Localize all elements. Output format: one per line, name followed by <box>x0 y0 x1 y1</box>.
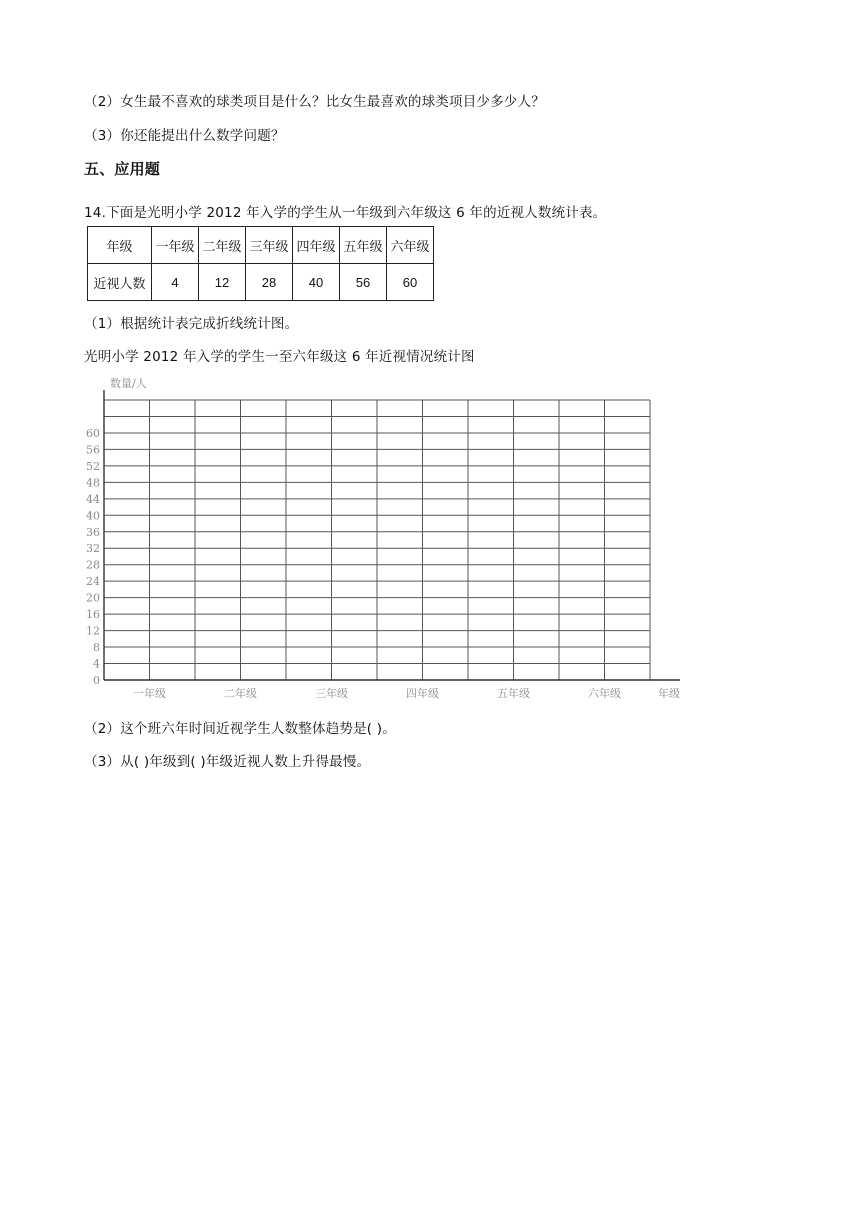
table-row-counts <box>88 264 434 301</box>
y-tick-label: 32 <box>86 542 100 556</box>
y-tick-label: 44 <box>86 492 100 506</box>
y-tick-label: 60 <box>86 426 100 440</box>
table-cell-grade: 六年级 <box>387 227 434 264</box>
table-cell-count: 40 <box>293 264 340 301</box>
chart-grid-lines <box>104 400 650 680</box>
table-cell-count: 28 <box>246 264 293 301</box>
table-cell-grade: 五年级 <box>340 227 387 264</box>
y-tick-label: 24 <box>86 575 100 589</box>
y-tick-label: 52 <box>86 459 100 473</box>
problem-14-intro: 14.下面是光明小学 2012 年入学的学生从一年级到六年级这 6 年的近视人数统计表。 <box>84 205 607 221</box>
table-cell-count: 56 <box>340 264 387 301</box>
y-tick-label: 0 <box>93 674 100 687</box>
y-tick-labels <box>86 427 100 687</box>
x-tick-label: 一年级 <box>133 687 166 700</box>
sub-question-1: （1）根据统计表完成折线统计图。 <box>84 316 299 332</box>
table-cell-count: 12 <box>199 264 246 301</box>
table-cell-grade: 四年级 <box>293 227 340 264</box>
question-2: （2）女生最不喜欢的球类项目是什么？比女生最喜欢的球类项目少多少人？ <box>84 94 545 110</box>
x-tick-labels <box>133 686 621 700</box>
x-tick-label: 五年级 <box>497 687 530 700</box>
line-chart-grid <box>80 372 700 708</box>
chart-title: 光明小学 2012 年入学的学生一至六年级这 6 年近视情况统计图 <box>84 349 475 365</box>
x-axis-label: 年级 <box>658 687 680 700</box>
table-cell-count: 4 <box>152 264 199 301</box>
sub-question-3: （3）从( )年级到( )年级近视人数上升得最慢。 <box>84 754 371 770</box>
x-tick-label: 四年级 <box>406 687 439 700</box>
section-heading: 五、应用题 <box>84 160 161 178</box>
y-tick-label: 8 <box>93 641 100 655</box>
y-axis-label: 数量/人 <box>110 377 147 390</box>
y-tick-label: 28 <box>86 558 100 572</box>
table-header-count: 近视人数 <box>88 264 152 301</box>
y-tick-label: 20 <box>86 591 100 605</box>
table-cell-grade: 一年级 <box>152 227 199 264</box>
question-3: （3）你还能提出什么数学问题？ <box>84 128 285 144</box>
table-header-grade: 年级 <box>88 227 152 264</box>
chart-axes <box>104 390 680 680</box>
x-tick-label: 六年级 <box>588 687 621 700</box>
sub-question-2: （2）这个班六年时间近视学生人数整体趋势是( )。 <box>84 721 396 737</box>
y-tick-label: 48 <box>86 476 100 490</box>
y-tick-label: 16 <box>86 608 100 622</box>
y-tick-label: 4 <box>93 657 100 671</box>
table-row-grades <box>88 227 434 264</box>
y-tick-label: 40 <box>86 509 100 523</box>
table-cell-grade: 三年级 <box>246 227 293 264</box>
y-tick-label: 56 <box>86 443 100 457</box>
x-tick-label: 三年级 <box>315 687 348 700</box>
x-tick-label: 二年级 <box>224 687 257 700</box>
table-cell-grade: 二年级 <box>199 227 246 264</box>
table-cell-count: 60 <box>387 264 434 301</box>
y-tick-label: 36 <box>86 525 100 539</box>
myopia-stats-table <box>87 226 434 301</box>
y-tick-label: 12 <box>86 624 100 638</box>
